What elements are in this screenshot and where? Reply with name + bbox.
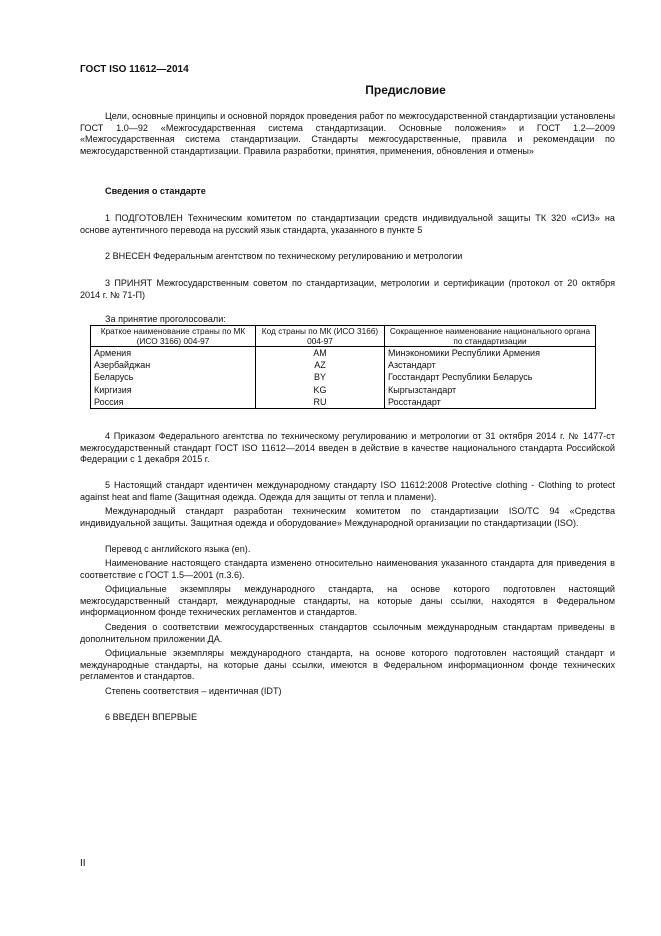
table-row	[91, 396, 596, 409]
item-3: 3 ПРИНЯТ Межгосударственным советом по стандартизации, метрологии и сертификации (протокол от 20 октября 2014 г. № 71-П)	[80, 278, 615, 300]
country-cell: Азербайджан	[91, 359, 256, 371]
table-header-cell: Код страны по МК (ИСО 3166) 004-97	[256, 326, 385, 347]
item-5-conformity-info: Сведения о соответствии межгосударственных стандартов ссылочным международным стандартам приведены в дополнительном приложении ДА.	[80, 622, 615, 644]
item-2: 2 ВНЕСЕН Федеральным агентством по техническому регулированию и метрологии	[105, 251, 463, 261]
country-cell: Россия	[91, 396, 256, 409]
code-cell: RU	[256, 396, 385, 409]
item-5-official-copies-2: Официальные экземпляры международного стандарта, на основе которого подготовлен настоящий стандарт и международные стандарты, на которые даны ссылки, имеются в Федеральном информационном фонде технических регламентов и стандартов.	[80, 648, 615, 682]
body-cell: Росстандарт	[385, 396, 596, 409]
body-cell: Госстандарт Республики Беларусь	[385, 371, 596, 383]
item-1: 1 ПОДГОТОВЛЕН Техническим комитетом по стандартизации средств индивидуальной защиты ТК 320 «СИЗ» на основе аутентичного перевода на русский язык стандарта, указанного в пункте 5	[80, 213, 615, 235]
table-row	[91, 371, 596, 383]
item-5-degree: Степень соответствия – идентичная (IDT)	[105, 686, 282, 696]
section-heading: Сведения о стандарте	[105, 186, 206, 196]
item-5-committee: Международный стандарт разработан техническим комитетом по стандартизации ISO/TC 94 «Средства индивидуальной защиты. Защитная одежда и оборудование» Международной организации по стандартизации (ISO).	[80, 506, 615, 528]
page-title: Предисловие	[365, 83, 446, 97]
item-5-title-change: Наименование настоящего стандарта изменено относительно наименования указанного стандарта для приведения в соответствие с ГОСТ 1.5—2001 (п.3.6).	[80, 558, 615, 580]
intro-paragraph: Цели, основные принципы и основной порядок проведения работ по межгосударственной стандартизации установлены ГОСТ 1.0—92 «Межгосударственная система стандартизации. Основные положения» и ГОСТ 1.2—2009 «Межгосударственная система стандартизации. Стандарты межгосударственные, правила и рекомендации по межгосударственной стандартизации. Правила разработки, принятия, применения, обновления и отмены»	[80, 111, 615, 156]
item-5-official-copies: Официальные экземпляры международного стандарта, на основе которого подготовлен настоящий межгосударственный стандарт, международные стандарты, на которые даны ссылки, находятся в Федеральном информационном фонде технических регламентов и стандартов.	[80, 584, 615, 618]
code-cell: BY	[256, 371, 385, 383]
item-4: 4 Приказом Федерального агентства по техническому регулированию и метрологии от 31 октября 2014 г. № 1477-ст межгосударственный стандарт ГОСТ ISO 11612—2014 введен в действие в качестве национального стандарта Российской Федерации с 1 декабря 2015 г.	[80, 431, 615, 465]
table-header-row	[91, 326, 596, 347]
table-row	[91, 347, 596, 360]
table-row	[91, 384, 596, 396]
item-5: 5 Настоящий стандарт идентичен международному стандарту ISO 11612:2008 Protective clothing - Clothing to protect against heat and flame (Защитная одежда. Одежда для защиты от тепла и пламени).	[80, 480, 615, 502]
code-cell: KG	[256, 384, 385, 396]
country-cell: Армения	[91, 347, 256, 360]
table-header-cell: Краткое наименование страны по МК (ИСО 3166) 004-97	[91, 326, 256, 347]
voting-table	[90, 325, 596, 409]
table-row	[91, 359, 596, 371]
item-5-translation: Перевод с английского языка (en).	[105, 544, 251, 554]
country-cell: Киргизия	[91, 384, 256, 396]
document-header: ГОСТ ISO 11612—2014	[80, 64, 189, 75]
body-cell: Минэкономики Республики Армения	[385, 347, 596, 360]
country-cell: Беларусь	[91, 371, 256, 383]
item-6: 6 ВВЕДЕН ВПЕРВЫЕ	[105, 712, 198, 722]
table-header-cell: Сокращенное наименование национального органа по стандартизации	[385, 326, 596, 347]
body-cell: Азстандарт	[385, 359, 596, 371]
body-cell: Кыргызстандарт	[385, 384, 596, 396]
code-cell: AM	[256, 347, 385, 360]
code-cell: AZ	[256, 359, 385, 371]
page-number: II	[80, 858, 86, 869]
vote-label: За принятие проголосовали:	[105, 314, 226, 324]
